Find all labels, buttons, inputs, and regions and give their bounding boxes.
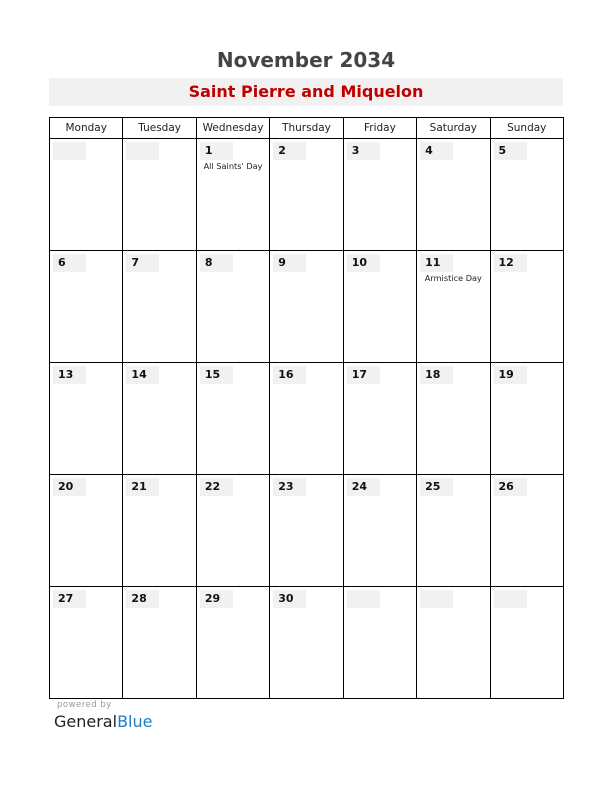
day-number: 15 — [204, 368, 221, 381]
day-cell — [50, 363, 123, 475]
day-cell — [196, 363, 269, 475]
day-cell — [50, 475, 123, 587]
day-number: 16 — [278, 368, 294, 381]
holiday-label: All Saints' Day — [203, 161, 263, 171]
country-name: Saint Pierre and Miquelon — [188, 82, 424, 101]
day-number: 3 — [351, 144, 360, 157]
day-cell — [343, 251, 416, 363]
day-cell — [417, 475, 490, 587]
day-cell — [417, 251, 490, 363]
day-number: 13 — [58, 368, 74, 381]
week-row — [50, 475, 564, 587]
day-cell — [490, 251, 563, 363]
empty-day-cell — [490, 587, 563, 699]
weekday-header: Friday — [343, 118, 416, 139]
day-number: 30 — [278, 592, 294, 605]
logo-text-general: General — [54, 712, 118, 731]
day-cell — [123, 475, 196, 587]
day-cell — [343, 139, 416, 251]
day-number-box — [53, 142, 86, 160]
day-number: 1 — [204, 144, 213, 157]
weekday-header-row — [50, 118, 564, 139]
day-cell — [490, 139, 563, 251]
day-cell — [343, 363, 416, 475]
day-number: 28 — [131, 592, 147, 605]
day-cell — [490, 363, 563, 475]
day-number: 27 — [58, 592, 74, 605]
day-number: 25 — [425, 480, 441, 493]
empty-day-cell — [417, 587, 490, 699]
empty-day-cell — [50, 139, 123, 251]
day-cell — [270, 475, 343, 587]
day-cell — [196, 587, 269, 699]
day-cell — [270, 251, 343, 363]
day-number: 23 — [278, 480, 294, 493]
day-number: 18 — [425, 368, 441, 381]
day-cell — [123, 251, 196, 363]
day-number: 21 — [131, 480, 147, 493]
day-cell — [270, 587, 343, 699]
day-cell — [123, 363, 196, 475]
day-number-box — [347, 590, 380, 608]
day-number: 24 — [351, 480, 367, 493]
day-cell — [343, 475, 416, 587]
day-number: 26 — [498, 480, 514, 493]
day-number: 10 — [351, 256, 367, 269]
weekday-header: Tuesday — [123, 118, 196, 139]
day-number: 5 — [498, 144, 507, 157]
page-title: November 2034 — [216, 48, 396, 72]
day-number-box — [420, 590, 453, 608]
day-number: 2 — [278, 144, 286, 157]
calendar-grid — [49, 117, 564, 699]
day-number: 20 — [58, 480, 74, 493]
day-cell — [196, 475, 269, 587]
day-number: 29 — [204, 592, 221, 605]
day-number: 9 — [278, 256, 286, 269]
day-number: 12 — [498, 256, 514, 269]
weekday-header: Monday — [50, 118, 123, 139]
weekday-header: Saturday — [417, 118, 490, 139]
day-cell — [196, 251, 269, 363]
day-number: 11 — [425, 256, 441, 269]
day-number: 17 — [351, 368, 367, 381]
day-number: 19 — [498, 368, 514, 381]
day-number-box — [126, 142, 159, 160]
empty-day-cell — [123, 139, 196, 251]
holiday-label: Armistice Day — [424, 273, 482, 283]
day-number: 8 — [204, 256, 213, 269]
day-cell — [50, 587, 123, 699]
powered-by-label: powered by — [57, 700, 112, 710]
day-cell — [417, 363, 490, 475]
weekday-header: Wednesday — [196, 118, 269, 139]
day-cell — [196, 139, 269, 251]
day-cell — [270, 363, 343, 475]
country-banner — [49, 78, 563, 106]
day-number: 6 — [58, 256, 66, 269]
day-cell — [270, 139, 343, 251]
day-number: 7 — [131, 256, 140, 269]
generalblue-logo[interactable] — [54, 712, 152, 731]
day-cell — [490, 475, 563, 587]
weekday-header: Thursday — [270, 118, 343, 139]
day-cell — [123, 587, 196, 699]
day-number: 22 — [204, 480, 221, 493]
weekday-header: Sunday — [490, 118, 563, 139]
day-cell — [417, 139, 490, 251]
empty-day-cell — [343, 587, 416, 699]
week-row — [50, 139, 564, 251]
week-row — [50, 587, 564, 699]
week-row — [50, 363, 564, 475]
day-number: 4 — [425, 144, 433, 157]
week-row — [50, 251, 564, 363]
day-cell — [50, 251, 123, 363]
day-number-box — [494, 590, 527, 608]
logo-text-blue: Blue — [117, 712, 153, 731]
day-number: 14 — [131, 368, 147, 381]
